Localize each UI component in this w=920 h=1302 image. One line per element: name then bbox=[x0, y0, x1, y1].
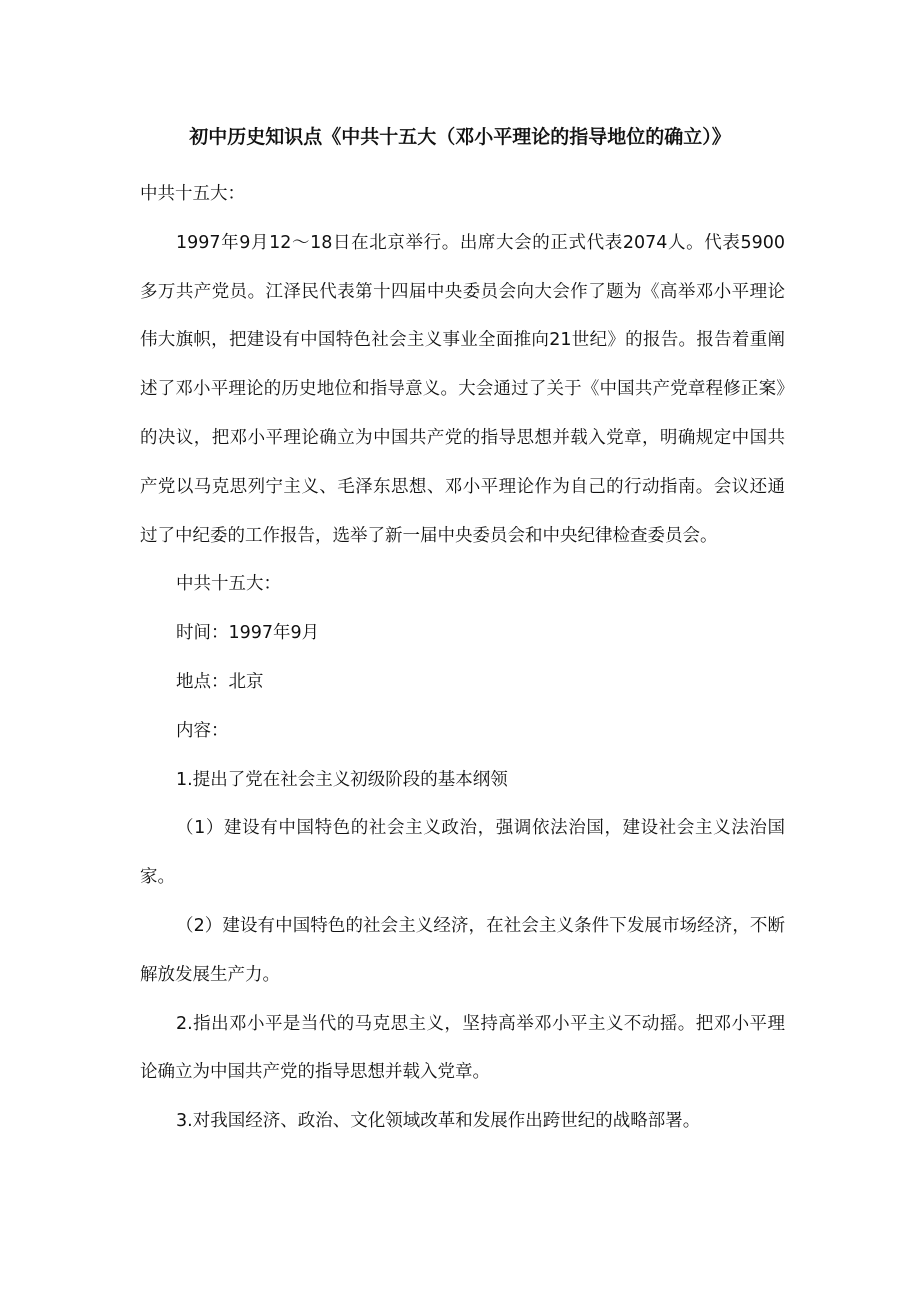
time-line: 时间：1997年9月 bbox=[176, 623, 320, 644]
section-heading: 中共十五大： bbox=[140, 184, 245, 204]
summary-heading: 中共十五大： bbox=[176, 574, 281, 595]
list-item: 3.对我国经济、政治、文化领域改革和发展作出跨世纪的战略部署。 bbox=[176, 1111, 701, 1132]
list-item: 1.提出了党在社会主义初级阶段的基本纲领 bbox=[176, 769, 508, 790]
list-subitem: （1）建设有中国特色的社会主义政治，强调依法治国，建设社会主义法治国家。 bbox=[140, 818, 785, 888]
list-item: 2.指出邓小平是当代的马克思主义，坚持高举邓小平主义不动摇。把邓小平理论确立为中国共产党的指导思想并载入党章。 bbox=[140, 1013, 785, 1083]
content-heading: 内容： bbox=[176, 720, 229, 741]
document-body bbox=[140, 170, 785, 1146]
location-line: 地点：北京 bbox=[176, 671, 264, 692]
body-paragraph: 1997年9月12～18日在北京举行。出席大会的正式代表2074人。代表5900多万共产党员。江泽民代表第十四届中央委员会向大会作了题为《高举邓小平理论伟大旗帜，把建设有中国特色社会主义事业全面推向21世纪》的报告。报告着重阐述了邓小平理论的历史地位和指导意义。大会通过了关于《中国共产党章程修正案》的决议，把邓小平理论确立为中国共产党的指导思想并载入党章，明确规定中国共产党以马克思列宁主义、毛泽东思想、邓小平理论作为自己的行动指南。会议还通过了中纪委的工作报告，选举了新一届中央委员会和中央纪律检查委员会。 bbox=[140, 232, 785, 546]
list-subitem: （2）建设有中国特色的社会主义经济，在社会主义条件下发展市场经济，不断解放发展生产力。 bbox=[140, 915, 785, 985]
document-title: 初中历史知识点《中共十五大（邓小平理论的指导地位的确立）》 bbox=[189, 126, 731, 148]
